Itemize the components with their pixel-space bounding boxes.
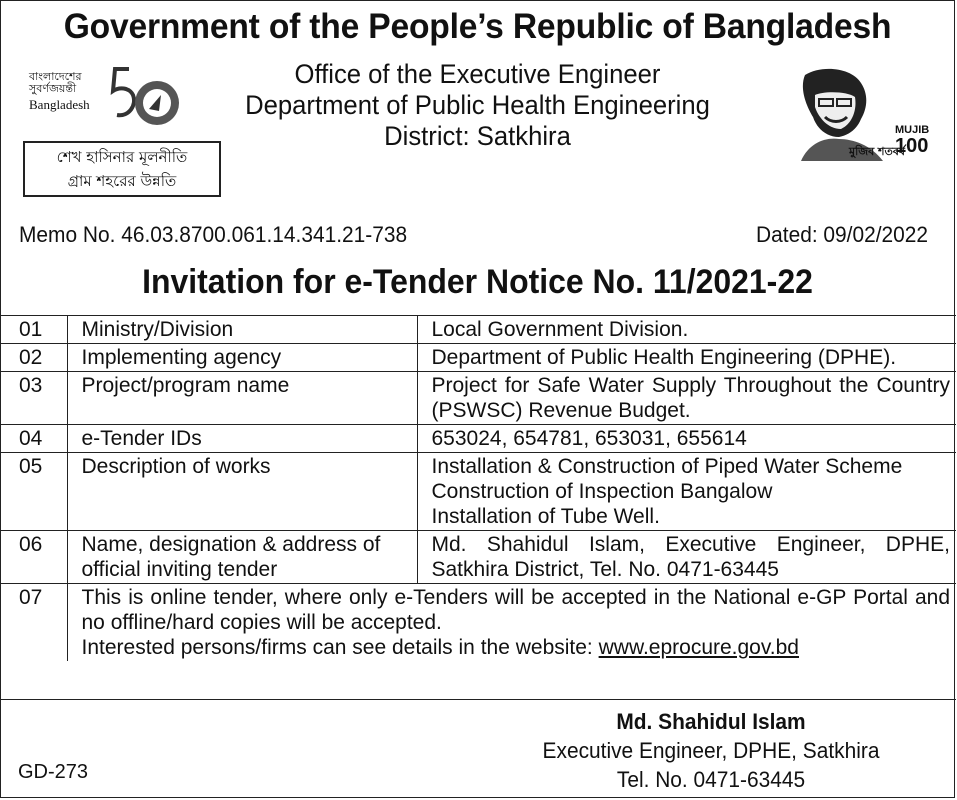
table-row xyxy=(1,453,956,531)
government-title: Government of the People’s Republic of Bangladesh xyxy=(63,7,892,46)
memo-number: Memo No. 46.03.8700.061.14.341.21-738 xyxy=(19,222,408,247)
row-number: 04 xyxy=(1,425,67,453)
row-value xyxy=(67,584,956,662)
office-line: Office of the Executive Engineer xyxy=(294,59,661,89)
logo-text-line2: সুবর্ণজয়ন্তী xyxy=(29,83,77,95)
date: Dated: 09/02/2022 xyxy=(756,222,928,247)
row-label: Project/program name xyxy=(67,372,417,425)
value-line: Installation & Construction of Piped Water Scheme xyxy=(431,455,903,478)
online-tender-text: This is online tender, where only e-Tenders will be accepted in the National e-GP Portal and no offline/hard copies will be accepted. xyxy=(81,586,950,634)
signatory-name: Md. Shahidul Islam xyxy=(616,709,806,734)
eprocure-link[interactable]: www.eprocure.gov.bd xyxy=(598,636,799,659)
row-number: 02 xyxy=(1,344,67,372)
table-row xyxy=(1,584,956,662)
motto-box xyxy=(23,141,221,197)
district-line: District: Satkhira xyxy=(384,121,571,151)
row-number: 03 xyxy=(1,372,67,425)
row-number: 01 xyxy=(1,316,67,344)
mujib-number: 100 xyxy=(895,135,929,157)
table-row xyxy=(1,372,956,425)
mujib-bangla: মুজিব শতবর্ষ xyxy=(849,145,905,158)
row-number: 05 xyxy=(1,453,67,531)
row-number: 06 xyxy=(1,531,67,584)
row-value xyxy=(417,425,956,453)
value-line: Local Government Division. xyxy=(431,318,689,341)
row-number: 07 xyxy=(1,584,67,662)
divider xyxy=(1,699,956,700)
signatory-tel: Tel. No. 0471-63445 xyxy=(616,767,806,792)
table-row xyxy=(1,344,956,372)
value-line: Installation of Tube Well. xyxy=(431,505,660,528)
tender-info-table xyxy=(1,315,956,661)
row-value xyxy=(417,531,956,584)
value-line: Project for Safe Water Supply Throughout the Country (PSWSC) Revenue Budget. xyxy=(431,374,950,422)
value-line: 653024, 654781, 653031, 655614 xyxy=(431,427,747,450)
row-label: Ministry/Division xyxy=(67,316,417,344)
mujib-latin: MUJIB xyxy=(895,124,930,136)
golden-jubilee-logo xyxy=(29,63,184,141)
table-row xyxy=(1,531,956,584)
signature-block xyxy=(531,707,892,794)
table-row xyxy=(1,425,956,453)
mujib-100-logo xyxy=(791,65,933,165)
signatory-designation: Executive Engineer, DPHE, Satkhira xyxy=(542,738,880,763)
row-label: e-Tender IDs xyxy=(67,425,417,453)
value-line: Md. Shahidul Islam, Executive Engineer, DPHE, Satkhira District, Tel. No. 0471-63445 xyxy=(431,533,950,581)
row-value xyxy=(417,372,956,425)
details-text: Interested persons/firms can see details in the website: xyxy=(81,636,599,659)
value-line: Construction of Inspection Bangalow xyxy=(431,480,773,503)
motto-line1: শেখ হাসিনার মূলনীতি xyxy=(56,148,188,166)
department-line: Department of Public Health Engineering xyxy=(245,90,710,120)
value-line: Department of Public Health Engineering (DPHE). xyxy=(431,346,897,369)
row-value xyxy=(417,453,956,531)
jubilee-50-icon xyxy=(109,65,181,137)
gd-code: GD-273 xyxy=(18,761,89,783)
table-row xyxy=(1,316,956,344)
notice-title: Invitation for e-Tender Notice No. 11/2021-22 xyxy=(142,263,813,301)
motto-line2: গ্রাম শহরের উন্নতি xyxy=(67,172,177,190)
logo-country: Bangladesh xyxy=(29,97,90,112)
row-label: Name, designation & address of official inviting tender xyxy=(67,531,417,584)
row-value xyxy=(417,344,956,372)
logo-text-line1: বাংলাদেশের xyxy=(29,71,82,83)
row-value xyxy=(417,316,956,344)
row-label: Implementing agency xyxy=(67,344,417,372)
row-label: Description of works xyxy=(67,453,417,531)
